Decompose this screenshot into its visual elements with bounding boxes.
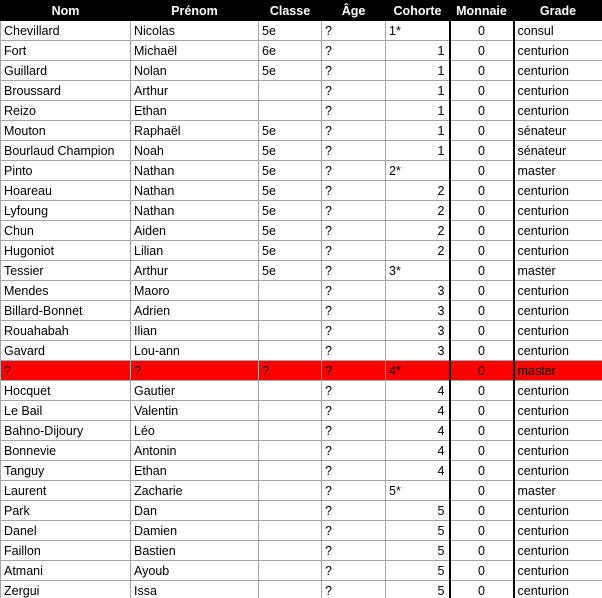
cell-nom[interactable]: Hugoniot [1, 241, 131, 261]
cell-cohorte[interactable]: 1 [386, 141, 450, 161]
cell-nom[interactable]: Chun [1, 221, 131, 241]
cell-prenom[interactable]: ? [131, 361, 259, 381]
cell-prenom[interactable]: Michaël [131, 41, 259, 61]
cell-prenom[interactable]: Raphaël [131, 121, 259, 141]
cell-grade[interactable]: centurion [514, 241, 602, 261]
cell-cohorte[interactable]: 5 [386, 561, 450, 581]
cell-age[interactable]: ? [322, 221, 386, 241]
cell-grade[interactable]: centurion [514, 341, 602, 361]
cell-grade[interactable]: centurion [514, 421, 602, 441]
cell-grade[interactable]: master [514, 261, 602, 281]
cell-age[interactable]: ? [322, 81, 386, 101]
table-row [1, 181, 602, 201]
cell-monnaie[interactable]: 0 [450, 501, 514, 521]
cell-prenom[interactable]: Noah [131, 141, 259, 161]
cell-nom[interactable]: Mendes [1, 281, 131, 301]
cell-cohorte[interactable]: 3 [386, 321, 450, 341]
cell-classe[interactable]: 5e [259, 221, 322, 241]
cell-cohorte[interactable]: 1 [386, 81, 450, 101]
cell-age[interactable]: ? [322, 321, 386, 341]
cell-cohorte[interactable]: 4 [386, 421, 450, 441]
cell-grade[interactable]: centurion [514, 381, 602, 401]
cell-monnaie[interactable]: 0 [450, 441, 514, 461]
table-body [1, 21, 602, 598]
cell-cohorte[interactable]: 2 [386, 241, 450, 261]
table-row [1, 421, 602, 441]
table-row [1, 141, 602, 161]
cell-classe[interactable]: 5e [259, 161, 322, 181]
cell-prenom[interactable]: Lilian [131, 241, 259, 261]
cell-prenom[interactable]: Maoro [131, 281, 259, 301]
cell-grade[interactable]: centurion [514, 201, 602, 221]
cell-monnaie[interactable]: 0 [450, 321, 514, 341]
table-row [1, 81, 602, 101]
cell-cohorte[interactable]: 5 [386, 521, 450, 541]
cell-cohorte[interactable]: 4 [386, 441, 450, 461]
cell-nom[interactable]: Tanguy [1, 461, 131, 481]
cell-age[interactable]: ? [322, 181, 386, 201]
cell-cohorte[interactable]: 2 [386, 201, 450, 221]
cell-nom[interactable]: Rouahabah [1, 321, 131, 341]
cell-classe[interactable]: 5e [259, 61, 322, 81]
cell-classe[interactable]: 5e [259, 121, 322, 141]
table-row [1, 41, 602, 61]
cell-nom[interactable]: Billard-Bonnet [1, 301, 131, 321]
cell-grade[interactable]: centurion [514, 41, 602, 61]
cell-classe[interactable] [259, 81, 322, 101]
cell-nom[interactable]: Atmani [1, 561, 131, 581]
cell-monnaie[interactable]: 0 [450, 221, 514, 241]
cell-prenom[interactable]: Nathan [131, 201, 259, 221]
table-row [1, 301, 602, 321]
cell-nom[interactable]: Lyfoung [1, 201, 131, 221]
cell-monnaie[interactable]: 0 [450, 141, 514, 161]
cell-cohorte[interactable]: 1 [386, 101, 450, 121]
cell-cohorte[interactable]: 4 [386, 401, 450, 421]
table-row [1, 321, 602, 341]
cell-prenom[interactable]: Damien [131, 521, 259, 541]
cell-grade[interactable]: centurion [514, 461, 602, 481]
column-header-classe[interactable]: Classe [259, 1, 322, 21]
cell-monnaie[interactable]: 0 [450, 61, 514, 81]
cell-nom[interactable]: Bourlaud Champion [1, 141, 131, 161]
table-row [1, 401, 602, 421]
table-row [1, 121, 602, 141]
cell-prenom[interactable]: Dan [131, 501, 259, 521]
cell-classe[interactable]: 5e [259, 141, 322, 161]
cell-cohorte[interactable]: 1* [386, 21, 450, 41]
cell-age[interactable]: ? [322, 441, 386, 461]
cell-prenom[interactable]: Antonin [131, 441, 259, 461]
cell-nom[interactable]: Le Bail [1, 401, 131, 421]
cell-age[interactable]: ? [322, 581, 386, 598]
cell-monnaie[interactable]: 0 [450, 241, 514, 261]
cell-prenom[interactable]: Nathan [131, 161, 259, 181]
cell-grade[interactable]: centurion [514, 181, 602, 201]
cell-classe[interactable] [259, 441, 322, 461]
cell-cohorte[interactable]: 5* [386, 481, 450, 501]
table-row-highlighted [1, 361, 602, 381]
cell-nom[interactable]: Hocquet [1, 381, 131, 401]
table-row [1, 221, 602, 241]
cell-age[interactable]: ? [322, 141, 386, 161]
cell-grade[interactable]: master [514, 361, 602, 381]
cell-cohorte[interactable]: 1 [386, 41, 450, 61]
cell-classe[interactable] [259, 541, 322, 561]
cell-cohorte[interactable]: 3 [386, 301, 450, 321]
cell-classe[interactable] [259, 581, 322, 598]
cell-prenom[interactable]: Léo [131, 421, 259, 441]
cell-age[interactable]: ? [322, 341, 386, 361]
cell-nom[interactable]: ? [1, 361, 131, 381]
cell-monnaie[interactable]: 0 [450, 161, 514, 181]
cell-classe[interactable] [259, 401, 322, 421]
cell-classe[interactable] [259, 381, 322, 401]
cell-cohorte[interactable]: 3 [386, 341, 450, 361]
table-row [1, 161, 602, 181]
cell-classe[interactable]: 5e [259, 201, 322, 221]
cell-nom[interactable]: Bonnevie [1, 441, 131, 461]
cell-cohorte[interactable]: 2* [386, 161, 450, 181]
header-row [1, 1, 602, 21]
cell-cohorte[interactable]: 5 [386, 501, 450, 521]
cell-age[interactable]: ? [322, 501, 386, 521]
table-row [1, 21, 602, 41]
table-row [1, 581, 602, 598]
cell-age[interactable]: ? [322, 241, 386, 261]
cell-age[interactable]: ? [322, 421, 386, 441]
cell-monnaie[interactable]: 0 [450, 481, 514, 501]
cell-grade[interactable]: centurion [514, 301, 602, 321]
cell-grade[interactable]: centurion [514, 541, 602, 561]
cell-cohorte[interactable]: 3 [386, 281, 450, 301]
cell-monnaie[interactable]: 0 [450, 81, 514, 101]
cell-monnaie[interactable]: 0 [450, 521, 514, 541]
cell-nom[interactable]: Reizo [1, 101, 131, 121]
cell-nom[interactable]: Faillon [1, 541, 131, 561]
cell-grade[interactable]: centurion [514, 321, 602, 341]
cell-grade[interactable]: centurion [514, 441, 602, 461]
cell-age[interactable]: ? [322, 61, 386, 81]
cell-grade[interactable]: sénateur [514, 141, 602, 161]
cell-age[interactable]: ? [322, 541, 386, 561]
cell-monnaie[interactable]: 0 [450, 541, 514, 561]
cell-nom[interactable]: Park [1, 501, 131, 521]
cell-grade[interactable]: centurion [514, 221, 602, 241]
cell-prenom[interactable]: Ethan [131, 101, 259, 121]
table-row [1, 521, 602, 541]
cell-age[interactable]: ? [322, 121, 386, 141]
cell-age[interactable]: ? [322, 521, 386, 541]
cell-classe[interactable]: ? [259, 361, 322, 381]
cell-age[interactable]: ? [322, 301, 386, 321]
cell-cohorte[interactable]: 4* [386, 361, 450, 381]
cell-nom[interactable]: Gavard [1, 341, 131, 361]
cell-nom[interactable]: Laurent [1, 481, 131, 501]
cell-monnaie[interactable]: 0 [450, 121, 514, 141]
cell-prenom[interactable]: Nathan [131, 181, 259, 201]
cell-classe[interactable] [259, 341, 322, 361]
cell-monnaie[interactable]: 0 [450, 581, 514, 598]
cell-classe[interactable]: 5e [259, 241, 322, 261]
cell-prenom[interactable]: Issa [131, 581, 259, 598]
cell-age[interactable]: ? [322, 361, 386, 381]
column-header-cohorte[interactable]: Cohorte [386, 1, 450, 21]
cell-grade[interactable]: sénateur [514, 121, 602, 141]
cell-cohorte[interactable]: 5 [386, 581, 450, 598]
cell-age[interactable]: ? [322, 21, 386, 41]
table-row [1, 561, 602, 581]
cell-classe[interactable]: 6e [259, 41, 322, 61]
cell-classe[interactable] [259, 101, 322, 121]
cell-classe[interactable] [259, 421, 322, 441]
cell-classe[interactable] [259, 281, 322, 301]
column-header-nom[interactable]: Nom [1, 1, 131, 21]
cell-classe[interactable] [259, 481, 322, 501]
column-header-age[interactable]: Âge [322, 1, 386, 21]
cell-monnaie[interactable]: 0 [450, 21, 514, 41]
cell-grade[interactable]: centurion [514, 61, 602, 81]
cell-nom[interactable]: Fort [1, 41, 131, 61]
cell-monnaie[interactable]: 0 [450, 361, 514, 381]
table-row [1, 541, 602, 561]
cell-cohorte[interactable]: 4 [386, 461, 450, 481]
cell-classe[interactable] [259, 501, 322, 521]
cell-grade[interactable]: master [514, 161, 602, 181]
cell-classe[interactable]: 5e [259, 181, 322, 201]
cell-prenom[interactable]: Nicolas [131, 21, 259, 41]
cell-cohorte[interactable]: 5 [386, 541, 450, 561]
cell-monnaie[interactable]: 0 [450, 461, 514, 481]
table-row [1, 441, 602, 461]
cell-age[interactable]: ? [322, 481, 386, 501]
table-row [1, 481, 602, 501]
cell-nom[interactable]: Bahno-Dijoury [1, 421, 131, 441]
cell-prenom[interactable]: Ilian [131, 321, 259, 341]
cell-nom[interactable]: Pinto [1, 161, 131, 181]
cell-classe[interactable] [259, 521, 322, 541]
table-row [1, 381, 602, 401]
cell-prenom[interactable]: Lou-ann [131, 341, 259, 361]
cell-monnaie[interactable]: 0 [450, 301, 514, 321]
cell-monnaie[interactable]: 0 [450, 341, 514, 361]
cell-monnaie[interactable]: 0 [450, 201, 514, 221]
cell-prenom[interactable]: Arthur [131, 81, 259, 101]
cell-prenom[interactable]: Arthur [131, 261, 259, 281]
cell-prenom[interactable]: Zacharie [131, 481, 259, 501]
cell-age[interactable]: ? [322, 381, 386, 401]
cell-age[interactable]: ? [322, 401, 386, 421]
cell-grade[interactable]: centurion [514, 561, 602, 581]
cell-grade[interactable]: centurion [514, 101, 602, 121]
cell-prenom[interactable]: Ethan [131, 461, 259, 481]
cell-classe[interactable]: 5e [259, 21, 322, 41]
cell-cohorte[interactable]: 3* [386, 261, 450, 281]
cell-age[interactable]: ? [322, 101, 386, 121]
cell-cohorte[interactable]: 1 [386, 121, 450, 141]
table-row [1, 461, 602, 481]
cell-monnaie[interactable]: 0 [450, 381, 514, 401]
cell-grade[interactable]: centurion [514, 281, 602, 301]
cell-nom[interactable]: Chevillard [1, 21, 131, 41]
cell-monnaie[interactable]: 0 [450, 41, 514, 61]
cell-classe[interactable] [259, 301, 322, 321]
cell-nom[interactable]: Zergui [1, 581, 131, 598]
cell-monnaie[interactable]: 0 [450, 261, 514, 281]
cell-age[interactable]: ? [322, 161, 386, 181]
cell-age[interactable]: ? [322, 41, 386, 61]
column-header-prenom[interactable]: Prénom [131, 1, 259, 21]
cell-prenom[interactable]: Ayoub [131, 561, 259, 581]
cell-prenom[interactable]: Nolan [131, 61, 259, 81]
cell-grade[interactable]: centurion [514, 501, 602, 521]
cell-age[interactable]: ? [322, 201, 386, 221]
cell-grade[interactable]: master [514, 481, 602, 501]
cell-grade[interactable]: centurion [514, 581, 602, 598]
cell-classe[interactable] [259, 461, 322, 481]
cell-cohorte[interactable]: 2 [386, 221, 450, 241]
cell-age[interactable]: ? [322, 261, 386, 281]
cell-nom[interactable]: Mouton [1, 121, 131, 141]
cell-monnaie[interactable]: 0 [450, 101, 514, 121]
cell-monnaie[interactable]: 0 [450, 421, 514, 441]
cell-grade[interactable]: consul [514, 21, 602, 41]
cell-monnaie[interactable]: 0 [450, 281, 514, 301]
cell-classe[interactable]: 5e [259, 261, 322, 281]
column-header-grade[interactable]: Grade [514, 1, 602, 21]
cell-grade[interactable]: centurion [514, 521, 602, 541]
cell-prenom[interactable]: Aiden [131, 221, 259, 241]
cell-cohorte[interactable]: 4 [386, 381, 450, 401]
cell-nom[interactable]: Hoareau [1, 181, 131, 201]
cell-classe[interactable] [259, 321, 322, 341]
cell-nom[interactable]: Danel [1, 521, 131, 541]
table-row [1, 241, 602, 261]
cell-prenom[interactable]: Gautier [131, 381, 259, 401]
table-row [1, 261, 602, 281]
cell-classe[interactable] [259, 561, 322, 581]
cell-prenom[interactable]: Valentin [131, 401, 259, 421]
cell-nom[interactable]: Broussard [1, 81, 131, 101]
table-row [1, 341, 602, 361]
cell-monnaie[interactable]: 0 [450, 181, 514, 201]
table-row [1, 201, 602, 221]
cell-age[interactable]: ? [322, 561, 386, 581]
column-header-monnaie[interactable]: Monnaie [450, 1, 514, 21]
cell-nom[interactable]: Guillard [1, 61, 131, 81]
cell-grade[interactable]: centurion [514, 401, 602, 421]
table-row [1, 61, 602, 81]
table-row [1, 101, 602, 121]
table-row [1, 281, 602, 301]
cell-monnaie[interactable]: 0 [450, 401, 514, 421]
cell-cohorte[interactable]: 2 [386, 181, 450, 201]
cell-age[interactable]: ? [322, 281, 386, 301]
cell-age[interactable]: ? [322, 461, 386, 481]
cell-nom[interactable]: Tessier [1, 261, 131, 281]
cell-cohorte[interactable]: 1 [386, 61, 450, 81]
cell-grade[interactable]: centurion [514, 81, 602, 101]
cell-monnaie[interactable]: 0 [450, 561, 514, 581]
cell-prenom[interactable]: Adrien [131, 301, 259, 321]
cell-prenom[interactable]: Bastien [131, 541, 259, 561]
table-row [1, 501, 602, 521]
